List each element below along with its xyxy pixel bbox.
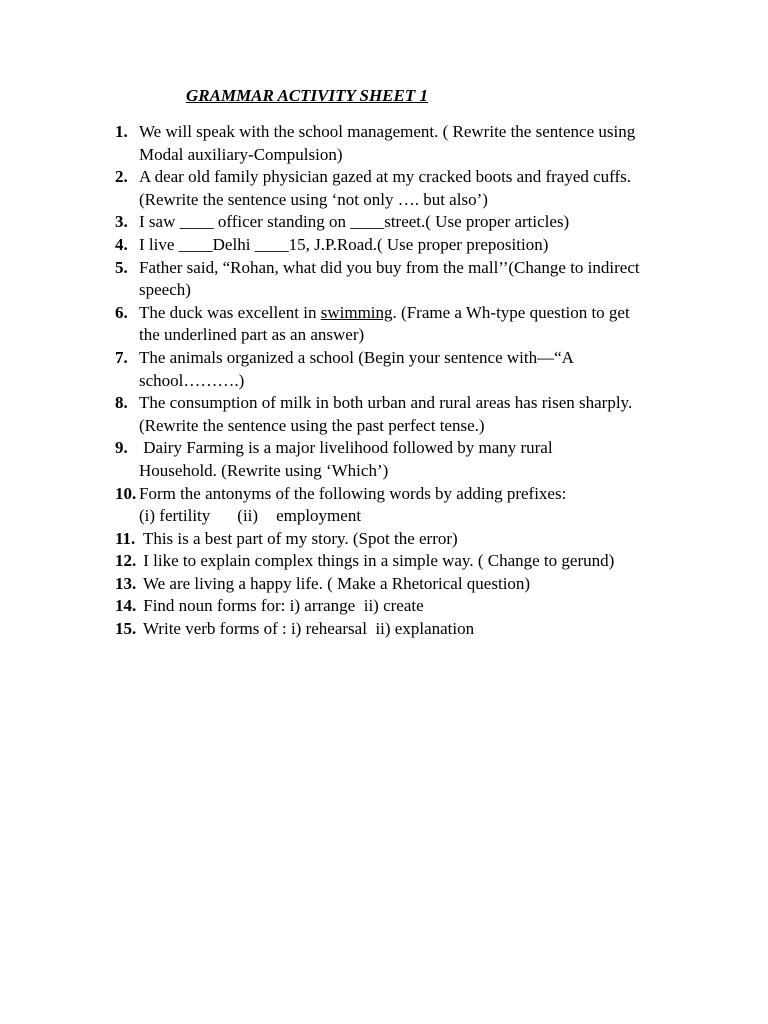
question-number: 9. xyxy=(115,438,128,458)
question-number: 13. xyxy=(115,573,137,593)
question-text: The animals organized a school (Begin your sentence with—“A xyxy=(139,347,574,367)
question-text: The consumption of milk in both urban and rural areas has risen sharply. xyxy=(139,393,633,413)
question-list xyxy=(115,121,695,641)
question-number: 6. xyxy=(115,302,128,322)
page-title: GRAMMAR ACTIVITY SHEET 1 xyxy=(186,86,428,105)
question-text: This is a best part of my story. (Spot the error) xyxy=(139,528,458,548)
question-text-cont: the underlined part as an answer) xyxy=(139,325,365,345)
question-text: We will speak with the school management. ( Rewrite the sentence using xyxy=(139,122,636,141)
question-text: Find noun forms for: i) arrange ii) create xyxy=(139,596,424,616)
question-text xyxy=(139,302,695,325)
question-number: 14. xyxy=(115,596,137,616)
option-2: (ii) xyxy=(237,506,259,526)
underlined-word: swimming xyxy=(320,302,393,322)
question-number: 10. xyxy=(115,483,137,503)
question-3 xyxy=(115,211,695,234)
question-text: Form the antonyms of the following words by adding prefixes: xyxy=(139,483,567,503)
question-options xyxy=(139,505,695,528)
question-text-post: . (Frame a Wh-type question to get xyxy=(392,302,630,322)
option-2-word: employment xyxy=(276,506,362,526)
question-7 xyxy=(115,347,695,392)
question-text: Dairy Farming is a major livelihood followed by many rural xyxy=(139,438,553,458)
question-text-cont: school……….) xyxy=(139,370,245,390)
question-9 xyxy=(115,437,695,482)
question-number: 3. xyxy=(115,212,128,232)
question-text: I live ____Delhi ____15, J.P.Road.( Use proper preposition) xyxy=(139,234,549,254)
question-number: 12. xyxy=(115,551,137,571)
question-text: Father said, “Rohan, what did you buy from the mall’’(Change to indirect xyxy=(139,257,640,277)
question-text: A dear old family physician gazed at my cracked boots and frayed cuffs. xyxy=(139,167,632,187)
question-number: 2. xyxy=(115,167,128,187)
question-text-cont: speech) xyxy=(139,280,191,300)
question-text: We are living a happy life. ( Make a Rhetorical question) xyxy=(139,573,531,593)
question-1 xyxy=(115,121,695,166)
question-2 xyxy=(115,166,695,211)
question-4 xyxy=(115,234,695,257)
question-text: Write verb forms of : i) rehearsal ii) explanation xyxy=(139,619,475,639)
question-text-pre: The duck was excellent in xyxy=(139,302,321,322)
question-11 xyxy=(115,528,695,551)
question-8 xyxy=(115,392,695,437)
question-text-cont: Modal auxiliary-Compulsion) xyxy=(139,144,343,164)
option-1: (i) fertility xyxy=(139,506,211,526)
question-number: 5. xyxy=(115,257,128,277)
question-10 xyxy=(115,483,695,528)
question-text-cont: (Rewrite the sentence using ‘not only …. but also’) xyxy=(139,189,488,209)
question-text-cont: (Rewrite the sentence using the past perfect tense.) xyxy=(139,415,485,435)
question-15 xyxy=(115,618,695,641)
question-12 xyxy=(115,550,695,573)
question-number: 8. xyxy=(115,393,128,413)
question-14 xyxy=(115,595,695,618)
question-number: 11. xyxy=(115,528,136,548)
question-number: 15. xyxy=(115,619,137,639)
question-number: 7. xyxy=(115,347,128,367)
question-text: I saw ____ officer standing on ____street.( Use proper articles) xyxy=(139,212,570,232)
question-text-cont: Household. (Rewrite using ‘Which’) xyxy=(139,460,389,480)
question-text: I like to explain complex things in a simple way. ( Change to gerund) xyxy=(139,551,615,571)
question-number: 4. xyxy=(115,234,128,254)
question-number: 1. xyxy=(115,122,128,141)
question-6 xyxy=(115,302,695,347)
question-5 xyxy=(115,257,695,302)
question-13 xyxy=(115,573,695,596)
